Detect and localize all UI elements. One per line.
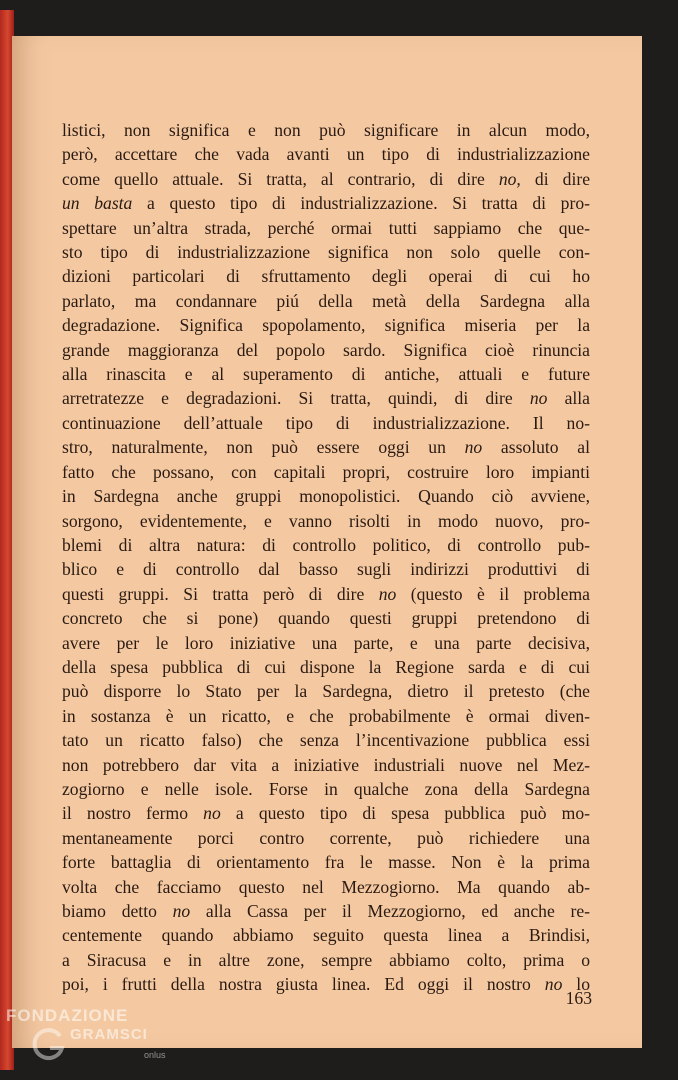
text-segment: questi gruppi. Si tratta però di dire bbox=[62, 583, 379, 604]
watermark-line-2: GRAMSCI bbox=[70, 1026, 148, 1043]
text-segment: grande maggioranza del popolo sardo. Significa cioè rinuncia bbox=[62, 339, 590, 360]
text-segment: a questo tipo di industrializzazione. Si tratta di pro- bbox=[132, 193, 590, 214]
text-segment: tato un ricatto falso) che senza l’incentivazione pubblica essi bbox=[62, 730, 590, 751]
text-segment: fatto che possano, con capitali propri, costruire loro impianti bbox=[62, 461, 590, 482]
text-segment: stro, naturalmente, non può essere oggi un bbox=[62, 437, 465, 458]
text-line bbox=[62, 582, 590, 606]
text-line bbox=[62, 167, 590, 191]
text-segment: alla rinascita e al superamento di antiche, attuali e future bbox=[62, 364, 590, 385]
text-segment: lo bbox=[562, 974, 590, 995]
text-line bbox=[62, 484, 590, 508]
text-segment: concreto che si pone) quando questi gruppi pretendono di bbox=[62, 608, 590, 629]
text-segment: a questo tipo di spesa pubblica può mo- bbox=[220, 803, 590, 824]
text-line bbox=[62, 289, 590, 313]
text-line bbox=[62, 899, 590, 923]
text-line bbox=[62, 631, 590, 655]
text-segment: però, accettare che vada avanti un tipo di industrializzazione bbox=[62, 144, 590, 165]
text-segment: (questo è il problema bbox=[396, 583, 590, 604]
text-line bbox=[62, 362, 590, 386]
text-segment: non potrebbero dar vita a iniziative industriali nuove nel Mez- bbox=[62, 754, 590, 775]
text-segment: assoluto al bbox=[482, 437, 590, 458]
text-segment: come quello attuale. Si tratta, al contrario, di dire bbox=[62, 168, 499, 189]
text-segment: sorgono, evidentemente, e vanno risolti in modo nuovo, pro- bbox=[62, 510, 590, 531]
text-segment: blemi di altra natura: di controllo politico, di controllo pub- bbox=[62, 534, 590, 555]
text-segment: poi, i frutti della nostra giusta linea. Ed oggi il nostro bbox=[62, 974, 545, 995]
text-line bbox=[62, 850, 590, 874]
watermark-logo-icon bbox=[28, 1024, 68, 1064]
text-line bbox=[62, 338, 590, 362]
italic-segment: no bbox=[544, 974, 563, 995]
text-line bbox=[62, 142, 590, 166]
text-segment: spettare un’altra strada, perché ormai tutti sappiamo che que- bbox=[62, 217, 590, 238]
text-line bbox=[62, 386, 590, 410]
text-line bbox=[62, 460, 590, 484]
text-line bbox=[62, 948, 590, 972]
text-segment: in sostanza è un ricatto, e che probabilmente è ormai diven- bbox=[62, 705, 590, 726]
text-segment: di dire bbox=[520, 168, 591, 189]
text-line bbox=[62, 191, 590, 215]
text-segment: arretratezze e degradazioni. Si tratta, quindi, di dire bbox=[62, 388, 530, 409]
text-line bbox=[62, 216, 590, 240]
text-segment: volta che facciamo questo nel Mezzogiorno. Ma quando ab- bbox=[62, 876, 590, 897]
text-line bbox=[62, 777, 590, 801]
text-line bbox=[62, 826, 590, 850]
text-line bbox=[62, 411, 590, 435]
text-line bbox=[62, 801, 590, 825]
italic-segment: no bbox=[172, 901, 191, 921]
text-line bbox=[62, 606, 590, 630]
text-line bbox=[62, 972, 590, 996]
text-segment: zogiorno e nelle isole. Forse in qualche zona della Sardegna bbox=[62, 778, 590, 799]
text-line bbox=[62, 704, 590, 728]
italic-segment: no bbox=[529, 388, 548, 409]
text-segment: continuazione dell’attuale tipo di industrializzazione. Il no- bbox=[62, 412, 590, 433]
text-segment: a Siracusa e in altre zone, sempre abbiamo colto, prima o bbox=[62, 949, 590, 970]
italic-segment: un basta bbox=[62, 193, 133, 214]
text-segment: il nostro fermo bbox=[62, 803, 204, 824]
text-line bbox=[62, 679, 590, 703]
text-segment: in Sardegna anche gruppi monopolistici. Quando ciò avviene, bbox=[62, 486, 590, 507]
text-segment: forte battaglia di orientamento fra le masse. Non è la prima bbox=[62, 852, 590, 873]
text-segment: blico e di controllo dal basso sugli indirizzi produttivi di bbox=[62, 559, 590, 580]
text-line bbox=[62, 313, 590, 337]
italic-segment: no bbox=[203, 803, 221, 824]
watermark-line-3: onlus bbox=[144, 1050, 166, 1060]
text-line bbox=[62, 509, 590, 533]
text-line bbox=[62, 875, 590, 899]
text-segment: parlato, ma condannare piú della metà della Sardegna alla bbox=[62, 290, 590, 311]
text-line bbox=[62, 533, 590, 557]
body-text bbox=[62, 118, 590, 997]
text-segment: sto tipo di industrializzazione significa non solo quelle con- bbox=[62, 242, 590, 263]
text-segment: biamo detto bbox=[62, 901, 173, 921]
watermark bbox=[6, 1006, 166, 1060]
text-line bbox=[62, 728, 590, 752]
text-line bbox=[62, 264, 590, 288]
text-segment: avere per le loro iniziative una parte, e una parte decisiva, bbox=[62, 632, 590, 653]
text-line bbox=[62, 923, 590, 947]
text-segment: può disporre lo Stato per la Sardegna, dietro il pretesto (che bbox=[62, 681, 590, 702]
text-segment: centemente quando abbiamo seguito questa linea a Brindisi, bbox=[62, 925, 590, 946]
text-segment: listici, non significa e non può significare in alcun modo, bbox=[62, 120, 590, 140]
text-line bbox=[62, 655, 590, 679]
watermark-line-1: FONDAZIONE bbox=[6, 1006, 129, 1025]
text-line bbox=[62, 240, 590, 264]
text-line bbox=[62, 118, 590, 142]
italic-segment: no, bbox=[498, 168, 521, 189]
text-line bbox=[62, 557, 590, 581]
book-page bbox=[12, 36, 642, 1048]
text-segment: della spesa pubblica di cui dispone la Regione sarda e di cui bbox=[62, 656, 590, 677]
italic-segment: no bbox=[378, 583, 397, 604]
text-segment: alla bbox=[547, 388, 590, 409]
italic-segment: no bbox=[464, 437, 483, 458]
text-segment: degradazione. Significa spopolamento, significa miseria per la bbox=[62, 315, 590, 336]
page-number: 163 bbox=[565, 988, 592, 1008]
text-segment: dizioni particolari di sfruttamento degli operai di cui ho bbox=[62, 266, 590, 287]
text-segment: alla Cassa per il Mezzogiorno, ed anche re- bbox=[190, 901, 591, 921]
text-line bbox=[62, 435, 590, 459]
text-segment: mentaneamente porci contro corrente, può richiedere una bbox=[62, 827, 590, 848]
text-line bbox=[62, 753, 590, 777]
